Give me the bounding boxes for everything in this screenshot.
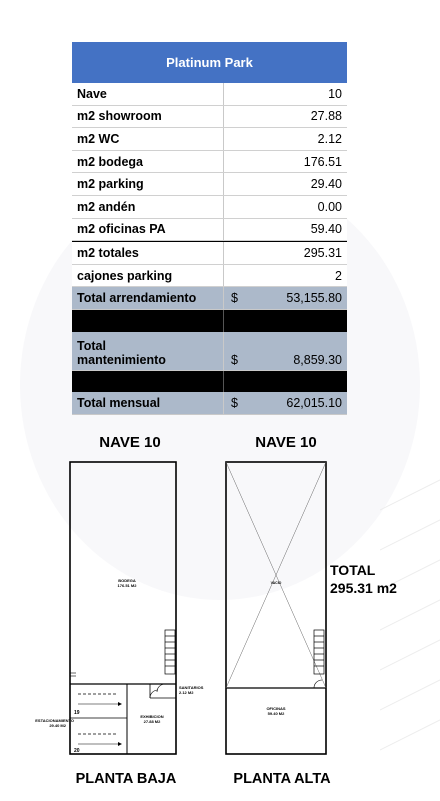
row-value: 10 (328, 86, 342, 101)
currency-symbol: $ (231, 395, 238, 410)
row-label: m2 bodega (72, 151, 224, 173)
row-label: Nave (72, 83, 224, 105)
total-mensual-value: 62,015.10 (286, 395, 342, 410)
exhibicion-area: 27.88 M2 (143, 719, 161, 724)
currency-symbol: $ (231, 352, 238, 367)
total-area-label (330, 561, 397, 597)
total-label-line1: TOTAL (330, 562, 376, 578)
table-title: Platinum Park (72, 42, 347, 83)
row-label: m2 parking (72, 173, 224, 195)
sanitarios-area: 2.12 M2 (179, 690, 194, 695)
total-mantenimiento-value: 8,859.30 (293, 352, 342, 367)
row-label: m2 showroom (72, 106, 224, 128)
row-value: 176.51 (303, 154, 342, 169)
row-value: 2.12 (317, 131, 342, 146)
exhibicion-label: EXHIBICION (140, 714, 164, 719)
oficinas-label: OFICINAS (266, 706, 286, 711)
parking-marker-20: 20 (74, 748, 80, 754)
row-label: m2 oficinas PA (72, 219, 224, 241)
row-value: 29.40 (310, 177, 342, 192)
bodega-label: BODEGA (118, 578, 136, 583)
row-value: 59.40 (310, 222, 342, 237)
total-mensual-label: Total mensual (72, 392, 224, 414)
total-arrendamiento-value: 53,155.80 (286, 291, 342, 306)
estacionamiento-area: 29.40 M2 (49, 723, 66, 728)
planta-baja-caption: PLANTA BAJA (75, 771, 177, 787)
estacionamiento-label: ESTACIONAMIENTO (35, 718, 74, 723)
planta-alta-caption: PLANTA ALTA (233, 771, 331, 787)
total-arrendamiento-label: Total arrendamiento (72, 287, 224, 309)
row-value: 295.31 (303, 245, 342, 260)
oficinas-area: 59.40 M2 (267, 711, 285, 716)
row-label: cajones parking (72, 265, 224, 287)
row-value: 0.00 (317, 199, 342, 214)
row-value: 27.88 (310, 109, 342, 124)
row-value: 2 (335, 268, 342, 283)
vacio-label: VACIO (270, 581, 282, 585)
right-plan-title: NAVE 10 (255, 434, 317, 451)
currency-symbol: $ (231, 291, 238, 306)
planta-baja-plan (70, 462, 176, 754)
sanitarios-label: SANITARIOS (179, 685, 204, 690)
row-label: m2 andén (72, 196, 224, 218)
row-label: m2 WC (72, 128, 224, 150)
left-plan-title: NAVE 10 (99, 434, 161, 451)
bodega-area: 176.51 M2 (117, 583, 137, 588)
total-mantenimiento-label: Total mantenimiento (72, 332, 224, 370)
total-label-line2: 295.31 m2 (330, 580, 397, 596)
parking-marker-19: 19 (74, 710, 80, 716)
row-label: m2 totales (72, 242, 224, 264)
